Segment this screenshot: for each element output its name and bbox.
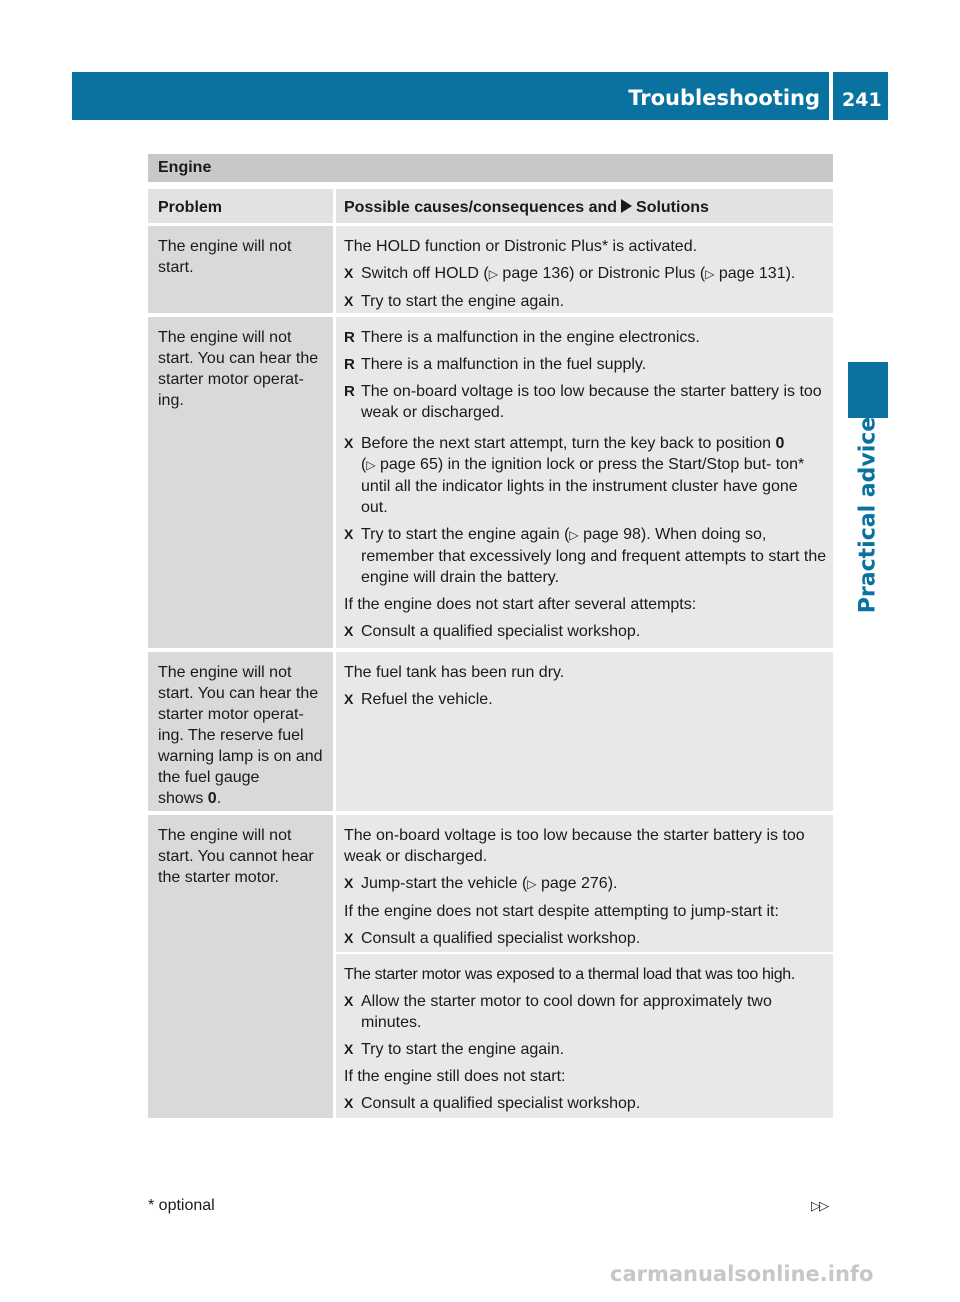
cause-text: The HOLD function or Distronic Plus* is activated. xyxy=(344,238,698,255)
cause-bullet xyxy=(344,381,827,423)
table-row-problem xyxy=(148,652,333,811)
step-text: Switch off HOLD ( xyxy=(361,265,489,282)
cause-text: The fuel tank has been run dry. xyxy=(344,664,565,681)
step-text: Consult a qualified specialist workshop. xyxy=(361,930,641,947)
key-position-value: 0 xyxy=(775,435,785,452)
problem-text: The engine will not start. xyxy=(158,238,292,276)
page-number: 241 xyxy=(842,89,882,111)
table-row-problem xyxy=(148,317,333,648)
side-tab-label xyxy=(848,416,888,614)
table-row-problem xyxy=(148,226,333,313)
cause-text: There is a malfunction in the fuel supply. xyxy=(361,356,647,373)
step-text: Refuel the vehicle. xyxy=(361,691,493,708)
page-title: Troubleshooting xyxy=(628,86,820,110)
table-row-solution xyxy=(336,954,833,1118)
footnote-optional: * optional xyxy=(148,1197,215,1214)
condition-text: If the engine still does not start: xyxy=(344,1068,566,1085)
problem-text: shows xyxy=(158,790,208,807)
step-text: Before the next start attempt, turn the key back to position xyxy=(361,435,776,452)
step-arrow-icon: X xyxy=(344,993,354,1009)
page-ref-icon: ▷ xyxy=(569,528,579,542)
step-arrow-icon: X xyxy=(344,623,354,639)
condition-text: If the engine does not start despite attempting to jump-start it: xyxy=(344,903,779,920)
condition-text: If the engine does not start after several attempts: xyxy=(344,596,697,613)
cause-text: There is a malfunction in the engine electronics. xyxy=(361,329,700,346)
step-arrow-icon: X xyxy=(344,293,354,309)
column-header-problem: Problem xyxy=(148,189,333,223)
action-step xyxy=(344,524,827,588)
step-text: page 98). When doing so, remember that excessively long and frequent attempts to start the engine will drain the battery. xyxy=(361,526,827,586)
step-arrow-icon: X xyxy=(344,1095,354,1111)
action-step xyxy=(344,928,827,949)
section-title: Engine xyxy=(148,154,833,182)
table-row-solution xyxy=(336,815,833,952)
action-step xyxy=(344,291,827,312)
cause-text: The starter motor was exposed to a thermal load that was too high. xyxy=(344,966,795,983)
step-text: page 131). xyxy=(714,265,796,282)
action-step xyxy=(344,689,827,710)
step-arrow-icon: X xyxy=(344,435,354,451)
action-step xyxy=(344,1039,827,1060)
fuel-gauge-value: 0 xyxy=(207,790,217,807)
bullet-icon: R xyxy=(344,356,355,373)
action-step xyxy=(344,263,827,285)
arrow-right-icon xyxy=(621,199,632,213)
cause-text: The on-board voltage is too low because the starter battery is too weak or discharged. xyxy=(361,383,822,421)
column-header-solutions-suffix: Solutions xyxy=(636,199,709,216)
step-arrow-icon: X xyxy=(344,1041,354,1057)
step-arrow-icon: X xyxy=(344,526,354,542)
step-text: page 65) in the ignition lock or press the Start/Stop but- ton* until all the indicator lights in the instrument cluster have gone out. xyxy=(361,456,805,516)
page-ref-icon: ▷ xyxy=(527,877,537,891)
cause-bullet xyxy=(344,354,827,375)
table-row-solution xyxy=(336,226,833,313)
action-step xyxy=(344,873,827,895)
problem-text: The engine will not start. You can hear the starter motor operat- ing. The reserve fuel warning lamp is on and the fuel gauge xyxy=(158,664,323,786)
watermark: carmanualsonline.info xyxy=(610,1262,874,1286)
header-divider xyxy=(829,72,833,120)
table-row-solution xyxy=(336,652,833,811)
step-arrow-icon: X xyxy=(344,265,354,281)
problem-text: The engine will not start. You cannot hear the starter motor. xyxy=(158,827,314,886)
table-row-problem xyxy=(148,815,333,1118)
step-text: Consult a qualified specialist workshop. xyxy=(361,1095,641,1112)
action-step xyxy=(344,991,827,1033)
step-text: Try to start the engine again ( xyxy=(361,526,570,543)
step-arrow-icon: X xyxy=(344,875,354,891)
cause-text: The on-board voltage is too low because the starter battery is too weak or discharged. xyxy=(344,827,805,865)
action-step xyxy=(344,433,827,518)
step-text: Jump-start the vehicle ( xyxy=(361,875,528,892)
step-text: page 276). xyxy=(536,875,618,892)
step-text: Try to start the engine again. xyxy=(361,1041,565,1058)
step-text: ( xyxy=(361,456,367,473)
table-row-solution xyxy=(336,317,833,648)
page-ref-icon: ▷ xyxy=(705,267,715,281)
action-step xyxy=(344,621,827,642)
step-text: Allow the starter motor to cool down for approximately two minutes. xyxy=(361,993,772,1031)
cause-bullet xyxy=(344,327,827,348)
step-arrow-icon: X xyxy=(344,691,354,707)
continued-icon: ▷▷ xyxy=(811,1198,827,1213)
page-ref-icon: ▷ xyxy=(488,267,498,281)
step-arrow-icon: X xyxy=(344,930,354,946)
bullet-icon: R xyxy=(344,383,355,400)
bullet-icon: R xyxy=(344,329,355,346)
page-ref-icon: ▷ xyxy=(366,458,376,472)
side-tab-text: Practical advice xyxy=(855,416,881,614)
step-text: Consult a qualified specialist workshop. xyxy=(361,623,641,640)
problem-text: . xyxy=(216,790,222,807)
column-header-solutions xyxy=(336,189,833,223)
problem-text: The engine will not start. You can hear the starter motor operat- ing. xyxy=(158,329,319,409)
step-text: Try to start the engine again. xyxy=(361,293,565,310)
action-step xyxy=(344,1093,827,1114)
column-header-solutions-prefix: Possible causes/consequences and xyxy=(344,199,618,216)
side-tab-marker xyxy=(848,362,888,418)
step-text: page 136) or Distronic Plus ( xyxy=(497,265,706,282)
